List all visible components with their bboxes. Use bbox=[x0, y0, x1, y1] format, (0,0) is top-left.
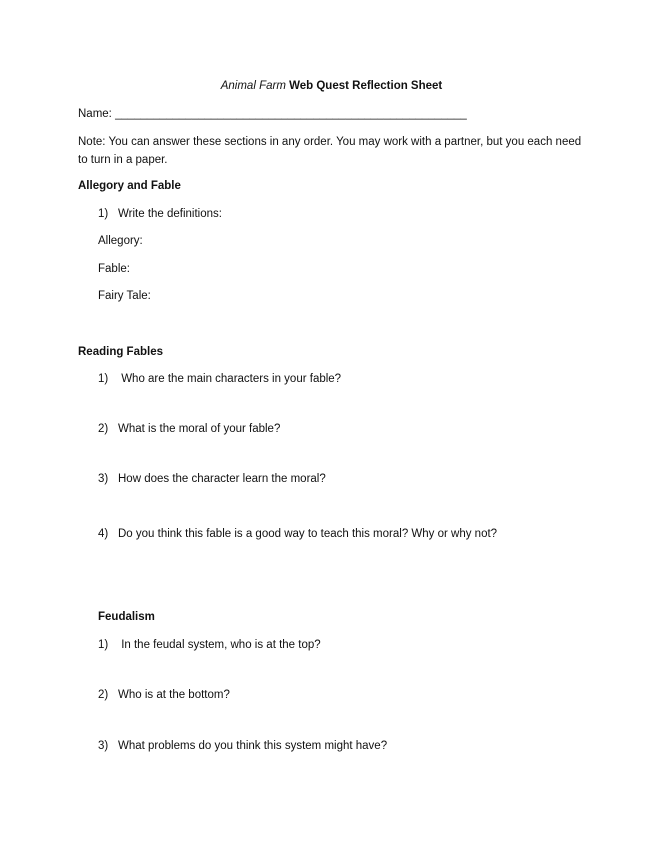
question-number: 1) bbox=[98, 208, 109, 220]
question-text: In the feudal system, who is at the top? bbox=[118, 639, 321, 651]
title-italic: Animal Farm bbox=[220, 80, 286, 92]
question-text: Do you think this fable is a good way to teach this moral? Why or why not? bbox=[118, 528, 498, 540]
question-number: 1) bbox=[98, 373, 109, 385]
name-line[interactable]: Name: _______________________________________________________ bbox=[78, 108, 467, 120]
page-title bbox=[0, 79, 663, 93]
question-text: Who is at the bottom? bbox=[118, 689, 230, 701]
reading-question-2 bbox=[98, 422, 280, 436]
allegory-question-1 bbox=[98, 207, 222, 221]
question-number: 2) bbox=[98, 689, 109, 701]
question-number: 3) bbox=[98, 740, 109, 752]
definition-fairy-tale: Fairy Tale: bbox=[98, 290, 151, 302]
question-text: What problems do you think this system might have? bbox=[118, 740, 388, 752]
reading-question-1 bbox=[98, 372, 341, 386]
reading-question-3 bbox=[98, 472, 326, 486]
feudalism-question-3 bbox=[98, 739, 387, 753]
question-number: 3) bbox=[98, 473, 109, 485]
note-text: Note: You can answer these sections in any order. You may work with a partner, but you each need to turn in a paper. bbox=[78, 136, 582, 166]
definition-allegory: Allegory: bbox=[98, 235, 143, 247]
question-number: 4) bbox=[98, 528, 109, 540]
question-text: What is the moral of your fable? bbox=[118, 423, 281, 435]
definition-fable: Fable: bbox=[98, 263, 130, 275]
question-text: Who are the main characters in your fable? bbox=[118, 373, 342, 385]
question-text: How does the character learn the moral? bbox=[118, 473, 326, 485]
question-text: Write the definitions: bbox=[118, 208, 222, 220]
reading-question-4 bbox=[98, 527, 497, 541]
section-heading-allegory: Allegory and Fable bbox=[78, 180, 181, 192]
section-heading-feudalism: Feudalism bbox=[98, 611, 155, 623]
feudalism-question-1 bbox=[98, 638, 321, 652]
title-bold: Web Quest Reflection Sheet bbox=[285, 80, 443, 92]
question-number: 1) bbox=[98, 639, 109, 651]
feudalism-question-2 bbox=[98, 688, 230, 702]
question-number: 2) bbox=[98, 423, 109, 435]
section-heading-reading-fables: Reading Fables bbox=[78, 346, 163, 358]
